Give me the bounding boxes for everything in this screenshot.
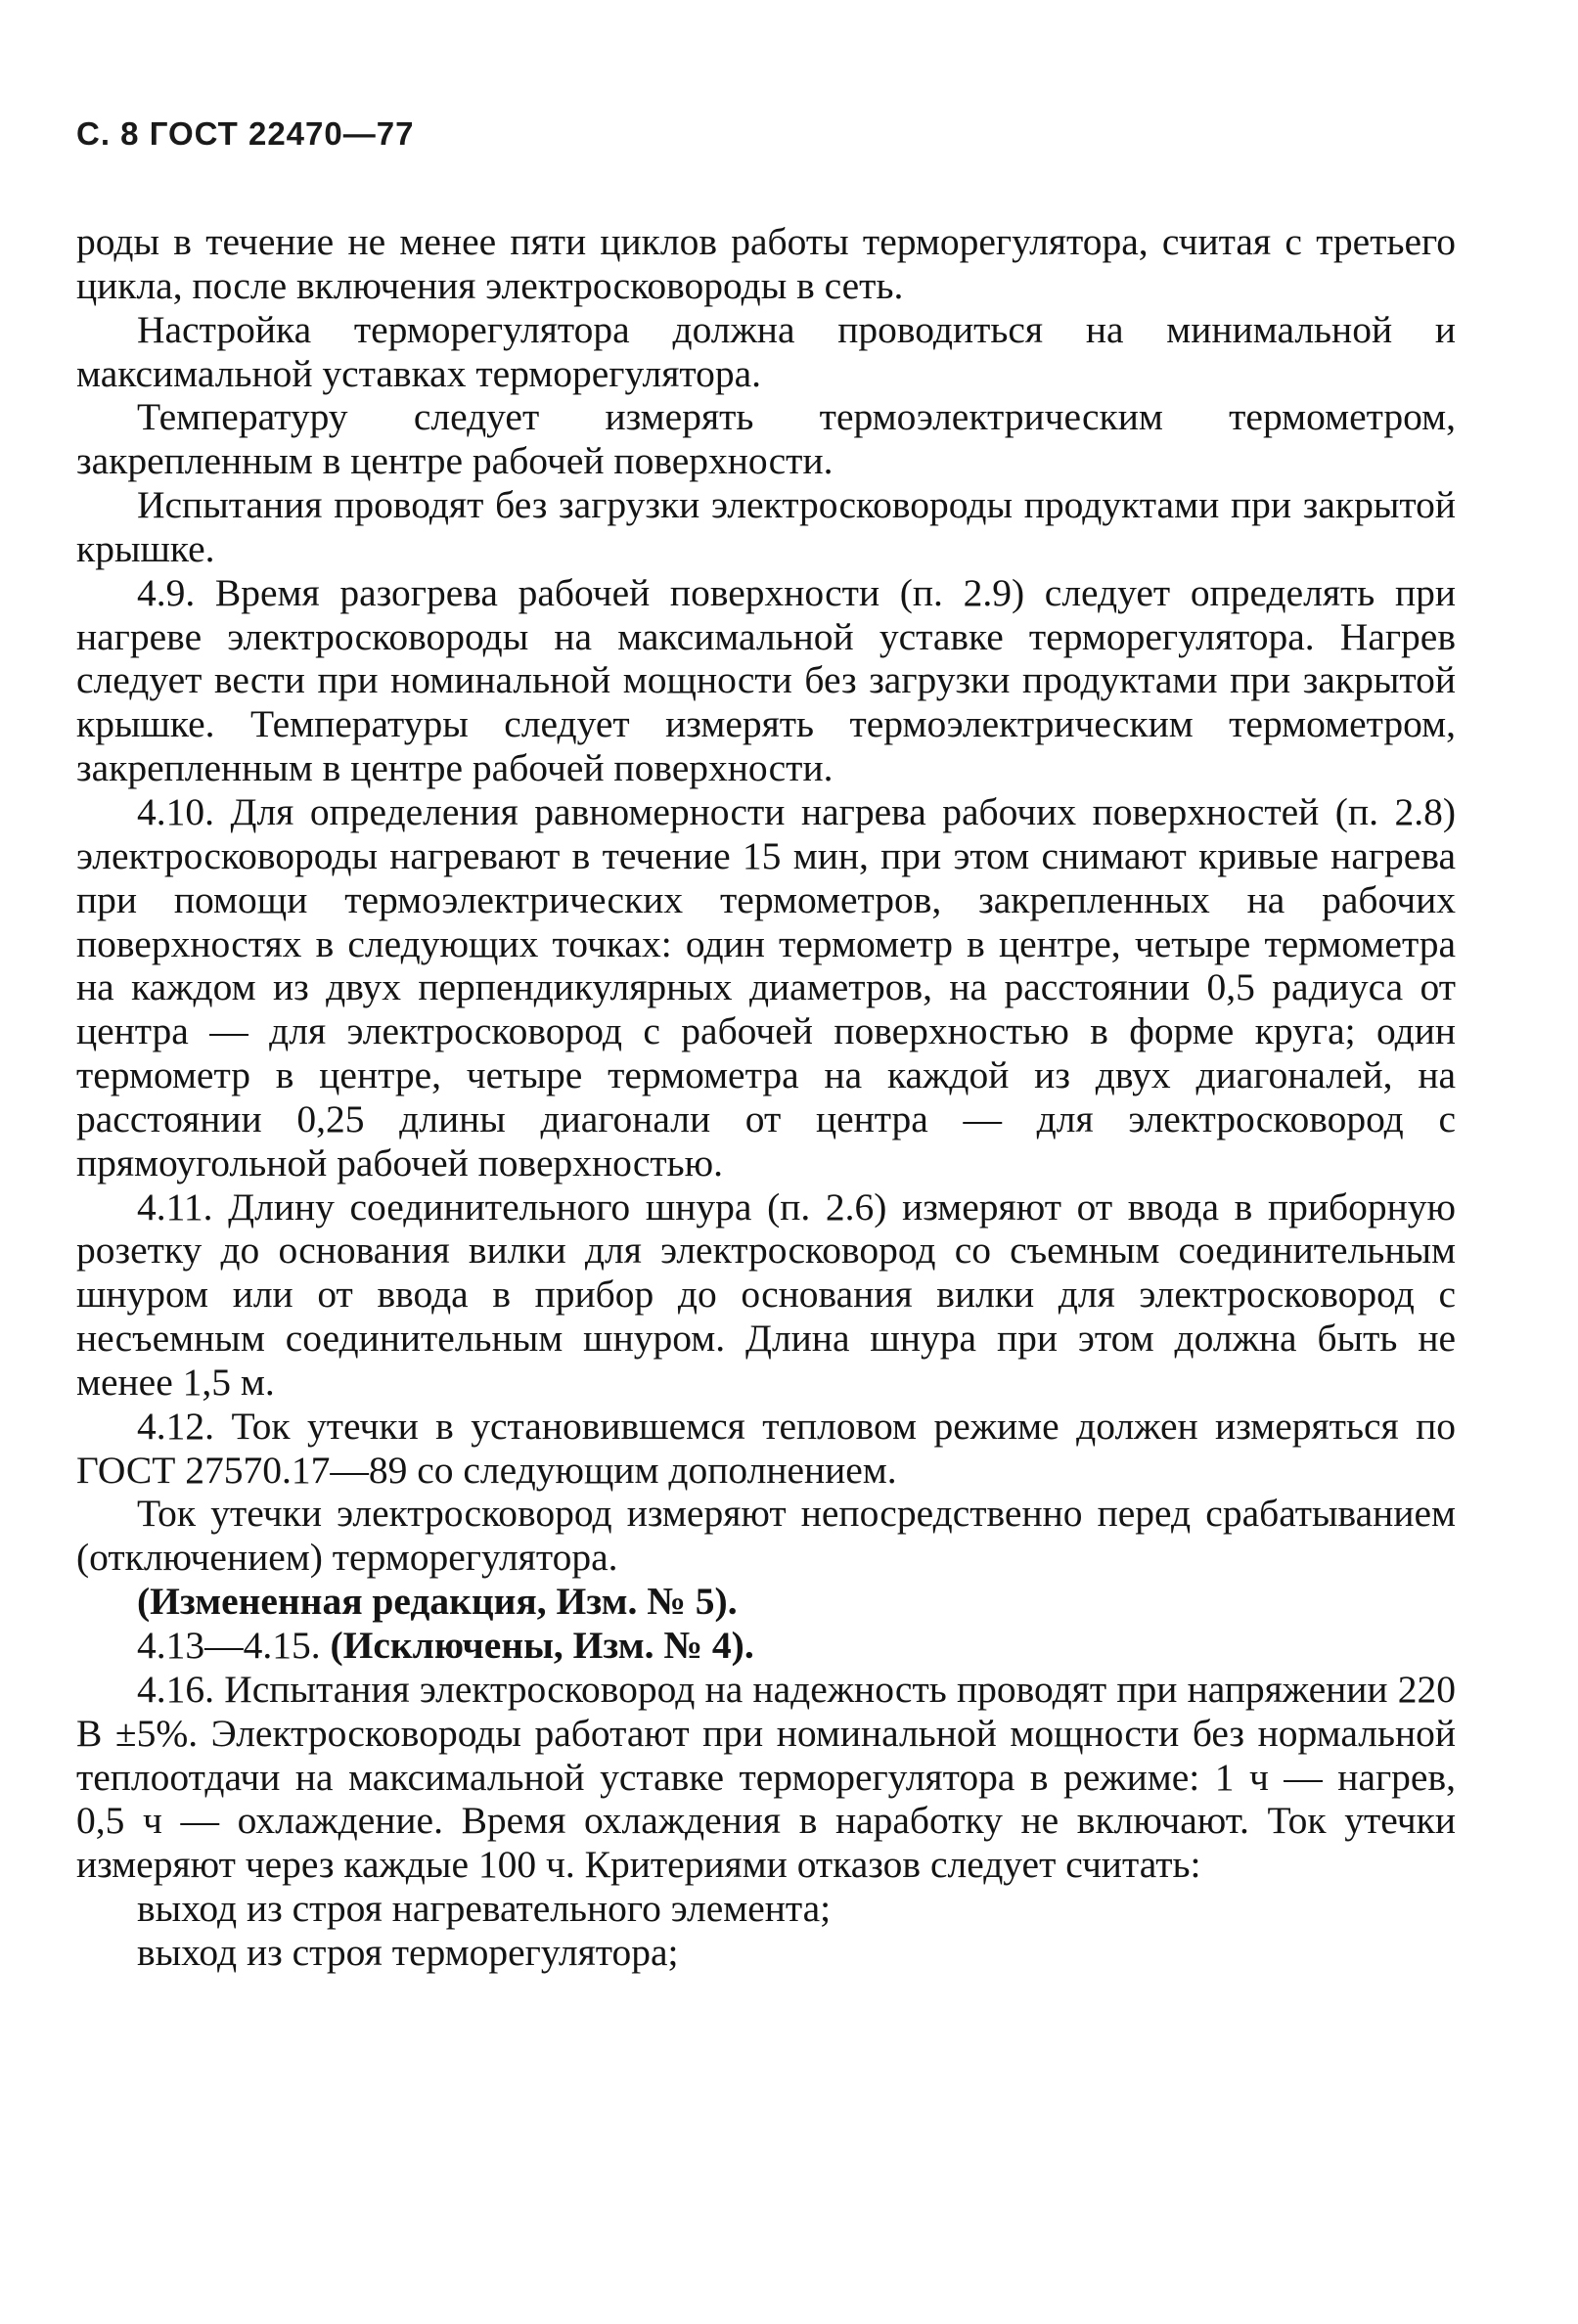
amendment-note: (Измененная редакция, Изм. № 5). <box>137 1580 738 1624</box>
clause-4-10: 4.10. Для определения равномерности нагрева рабочих поверхностей (п. 2.8) электросковороды нагревают в течение 15 мин, при этом снимают кривые нагрева при помощи термоэлектрических термометров, закрепленных на рабочих поверхностях в следующих точках: один термометр в центре, четыре термометра на каждом из двух перпендикулярных диаметров, на расстоянии 0,5 радиуса от центра — для электросковород с рабочей поверхностью в форме круга; один термометр в центре, четыре термометра на каждой из двух диагоналей, на расстоянии 0,25 длины диагонали от центра — для электросковород с прямоугольной рабочей поверхностью. <box>76 789 1456 1184</box>
paragraph-leakage-current: Ток утечки электросковород измеряют непосредственно перед срабатыванием (отключением) терморегулятора. <box>76 1492 1456 1580</box>
list-item: выход из строя терморегулятора; <box>137 1930 679 1974</box>
clause-4-12: 4.12. Ток утечки в установившемся тепловом режиме должен измеряться по ГОСТ 27570.17—89 со следующим дополнением. <box>76 1404 1456 1492</box>
paragraph-thermostat-setup: Настройка терморегулятора должна проводиться на минимальной и максимальной уставках терморегулятора. <box>76 307 1456 395</box>
list-item: выход из строя нагревательного элемента; <box>137 1887 832 1931</box>
document-body <box>76 220 1456 1975</box>
paragraph-temperature-measure: Температуру следует измерять термоэлектрическим термометром, закрепленным в центре рабочей поверхности. <box>76 395 1456 483</box>
excluded-note: (Исключены, Изм. № 4). <box>330 1624 754 1667</box>
page-header: С. 8 ГОСТ 22470—77 <box>76 115 415 152</box>
paragraph-continuation: роды в течение не менее пяти циклов работы терморегулятора, считая с третьего цикла, после включения электросковороды в сеть. <box>76 220 1456 307</box>
clause-number: 4.13—4.15. <box>137 1624 331 1667</box>
paragraph-test-conditions: Испытания проводят без загрузки электросковороды продуктами при закрытой крышке. <box>76 483 1456 570</box>
clause-4-11: 4.11. Длину соединительного шнура (п. 2.6) измеряют от ввода в приборную розетку до основания вилки для электросковород со съемным соединительным шнуром или от ввода в прибор до основания вилки для электросковород с несъемным соединительным шнуром. Длина шнура при этом должна быть не менее 1,5 м. <box>76 1184 1456 1404</box>
clause-4-9: 4.9. Время разогрева рабочей поверхности (п. 2.9) следует определять при нагреве электросковороды на максимальной уставке терморегулятора. Нагрев следует вести при номинальной мощности без загрузки продуктами при закрытой крышке. Температуры следует измерять термоэлектрическим термометром, закрепленным в центре рабочей поверхности. <box>76 570 1456 790</box>
clause-4-13-4-15 <box>76 1624 1456 1668</box>
clause-4-16: 4.16. Испытания электросковород на надежность проводят при напряжении 220 В ±5%. Электросковороды работают при номинальной мощности без нормальной теплоотдачи на максимальной уставке терморегулятора в режиме: 1 ч — нагрев, 0,5 ч — охлаждение. Время охлаждения в наработку не включают. Ток утечки измеряют через каждые 100 ч. Критериями отказов следует считать: <box>76 1667 1456 1887</box>
